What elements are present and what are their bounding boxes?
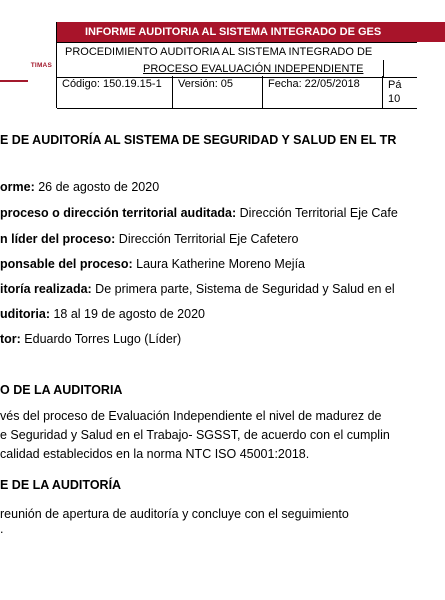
field-audited-process: proceso o dirección territorial auditada: Dirección Territorial Eje Cafe [0,206,398,220]
document-meta-row [57,76,417,109]
objective-line: calidad establecidos en la norma NTC ISO 45001:2018. [0,447,310,461]
process-name: PROCESO EVALUACIÓN INDEPENDIENTE [143,63,364,75]
logo-mark [0,80,28,82]
page-label: Pá [388,79,402,91]
field-audit-dates: uditoria: 18 al 19 de agosto de 2020 [0,307,205,321]
scope-line: reunión de apertura de auditoría y concluye con el seguimiento [0,507,349,521]
code-cell: Código: 150.19.15-1 [57,76,173,108]
logo-cell [0,22,57,108]
field-process-owner: ponsable del proceso: Laura Katherine Moreno Mejía [0,257,305,271]
objective-line: e Seguridad y Salud en el Trabajo- SGSST, de acuerdo con el cumplin [0,428,390,442]
field-process-leader: n líder del proceso: Dirección Territorial Eje Cafetero [0,232,299,246]
date-cell: Fecha: 22/05/2018 [263,76,383,108]
objective-line: vés del proceso de Evaluación Independiente el nivel de madurez de [0,409,382,423]
section-objective-heading: O DE LA AUDITORIA [0,383,123,397]
report-banner: INFORME AUDITORIA AL SISTEMA INTEGRADO DE GES [57,22,445,42]
section-scope-heading: E DE LA AUDITORÍA [0,478,122,492]
field-auditor: tor: Eduardo Torres Lugo (Líder) [0,332,182,346]
logo: TIMAS [30,62,52,69]
field-report-date: orme: 26 de agosto de 2020 [0,180,160,194]
divider [383,60,384,77]
field-audit-type: itoría realizada: De primera parte, Sistema de Seguridad y Salud en el [0,282,395,296]
page-value: 10 [388,93,401,105]
procedure-title: PROCEDIMIENTO AUDITORIA AL SISTEMA INTEGRADO DE [65,46,373,58]
version-cell: Versión: 05 [173,76,263,108]
procedure-box [57,42,417,78]
page-cell [383,76,423,108]
report-heading: E DE AUDITORÍA AL SISTEMA DE SEGURIDAD Y SALUD EN EL TR [0,133,397,147]
scope-line: . [0,522,4,536]
